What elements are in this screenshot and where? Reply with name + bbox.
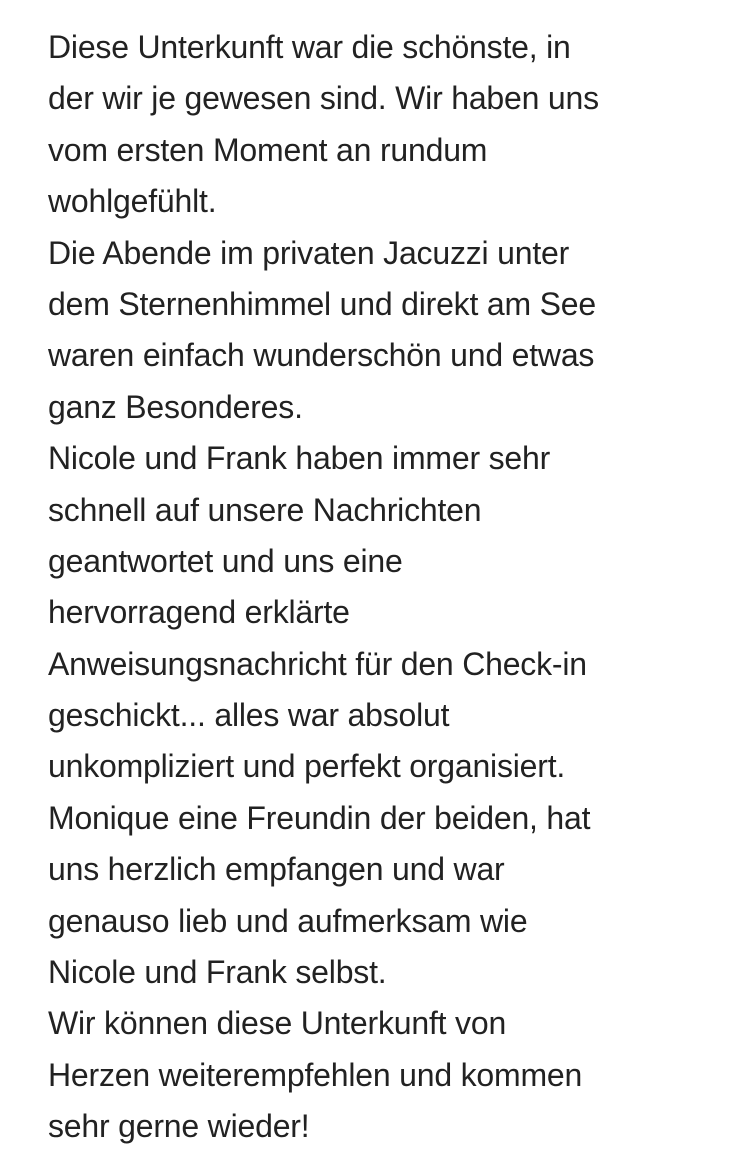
review-line: geantwortet und uns eine (48, 542, 403, 579)
review-line: Die Abende im privaten Jacuzzi unter (48, 234, 570, 271)
review-line: hervorragend erklärte (48, 594, 350, 631)
review-line: sehr gerne wieder! (48, 1108, 310, 1145)
review-line: Wir können diese Unterkunft von (48, 1005, 507, 1042)
review-line: waren einfach wunderschön und etwas (48, 337, 595, 374)
review-line: Monique eine Freundin der beiden, hat (48, 799, 591, 836)
review-line: geschickt... alles war absolut (48, 697, 450, 734)
review-line: wohlgefühlt. (48, 183, 217, 220)
review-line: Nicole und Frank selbst. (48, 954, 387, 991)
review-line: dem Sternenhimmel und direkt am See (48, 285, 596, 322)
review-line: genauso lieb und aufmerksam wie (48, 902, 528, 939)
review-line: schnell auf unsere Nachrichten (48, 491, 482, 528)
review-line: vom ersten Moment an rundum (48, 131, 488, 168)
review-line: Herzen weiterempfehlen und kommen (48, 1056, 583, 1093)
review-line: Diese Unterkunft war die schönste, in (48, 29, 571, 65)
review-line: ganz Besonderes. (48, 388, 303, 425)
review-line: der wir je gewesen sind. Wir haben uns (48, 80, 599, 117)
review-line: unkompliziert und perfekt organisiert. (48, 748, 566, 785)
review-line: uns herzlich empfangen und war (48, 851, 505, 888)
review-line: Nicole und Frank haben immer sehr (48, 440, 551, 477)
review-line: Anweisungsnachricht für den Check-in (48, 645, 587, 682)
review-text (48, 22, 738, 1153)
